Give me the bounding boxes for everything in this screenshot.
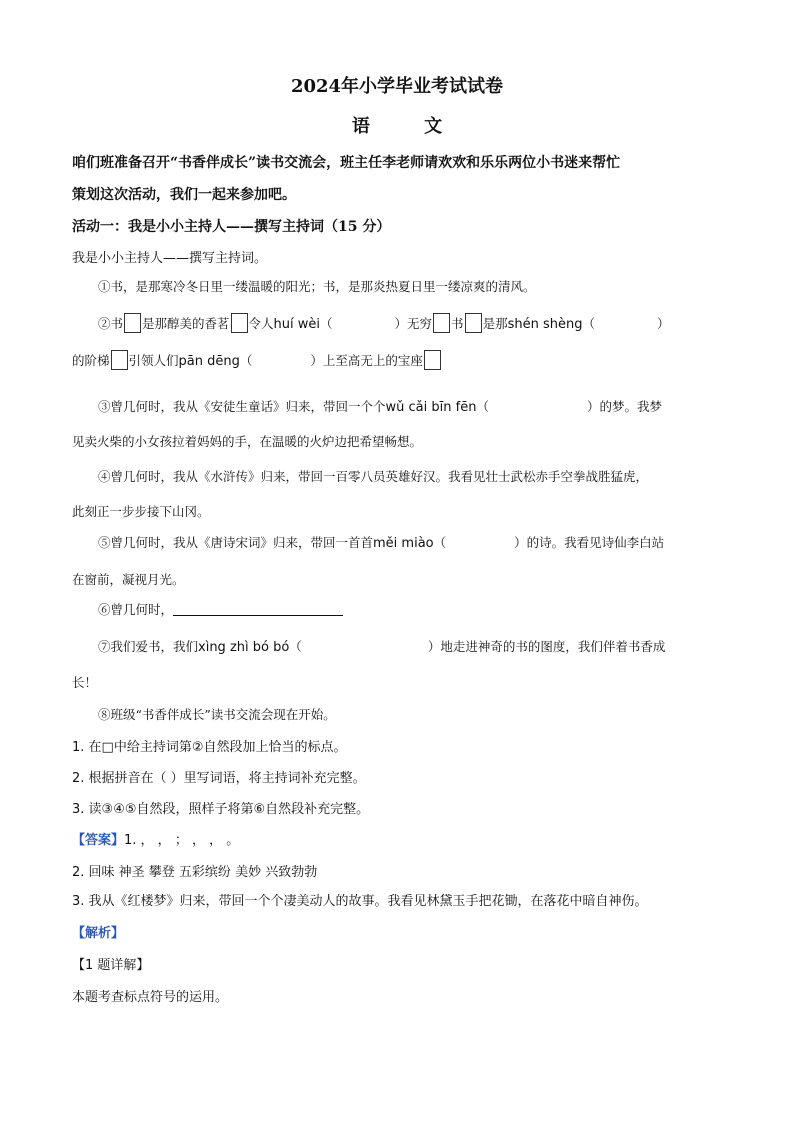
p2-text-b: 是那醇美的香茗 [142,316,230,331]
pinyin-pan-deng: pān dēng [178,354,240,369]
p7-paren-open: （ [289,639,302,654]
answer-3: 3. 我从《红楼梦》归来，带回一个个凄美动人的故事。我看见林黛玉手把花锄，在落花中暗自神伤。 [72,894,648,909]
analysis-label-text: 【解析】 [72,926,125,941]
p2-paren-close-2: ） [656,316,670,331]
pinyin-xing-zhi-bo-bo: xìng zhì bó bó [198,640,290,655]
detail-label: 【1 题详解】 [72,958,150,973]
answer-1: 1. ， ， ； ， ， 。 [124,833,240,848]
exam-title: 2024年小学毕业考试试卷 [290,76,504,97]
punctuation-box-2[interactable] [231,313,248,333]
p5-text-c: ）的诗。我看见诗仙李白站 [514,535,665,550]
answer-2: 2. 回味 神圣 攀登 五彩缤纷 美妙 兴致勃勃 [72,865,318,880]
paragraph-3-line-1 [98,397,662,415]
p7-text-c: ）地走进神奇的书的图度，我们伴着书香成 [427,639,666,654]
answer-line-1 [72,829,239,848]
paragraph-2-line-2 [72,350,442,370]
p5-text-a: ⑤曾几何时，我从《唐诗宋词》归来，带回一首首 [98,535,374,550]
p6-answer-line[interactable] [173,603,343,616]
punctuation-box-1[interactable] [124,313,141,333]
p3-text-a: ③曾几何时，我从《安徒生童话》归来，带回一个个 [98,399,386,414]
activity-instruction: 我是小小主持人——撰写主持词。 [72,251,268,266]
intro-line-1: 咱们班准备召开“书香伴成长”读书交流会，班主任李老师请欢欢和乐乐两位小书迷来帮忙 [72,155,621,171]
p2-paren-open-1: （ [320,316,333,331]
p2-text-j: 的阶梯 [72,353,110,368]
p2-text-k: 引领人们 [128,353,179,368]
answer-label: 【答案】 [72,833,125,848]
punctuation-box-6[interactable] [424,350,441,370]
paragraph-1: ①书，是那寒冷冬日里一缕温暖的阳光；书，是那炎热夏日里一缕凉爽的清风。 [98,279,536,294]
question-2: 2. 根据拼音在（ ）里写词语，将主持词补充完整。 [72,771,366,786]
paragraph-4-line-2: 此刻正一步步接下山冈。 [72,504,210,519]
paragraph-5-line-2: 在窗前，凝视月光。 [72,572,185,587]
paragraph-7-line-1 [98,637,665,655]
pinyin-wu-cai-bin-fen: wǔ cǎi bīn fēn [385,400,477,415]
paragraph-7-line-2: 长！ [72,675,98,690]
p2-text-a: ②书 [98,316,124,331]
p5-paren-open: （ [433,535,447,550]
p3-paren-open: （ [476,399,489,414]
p2-text-g: 是那 [482,316,508,331]
punctuation-box-3[interactable] [433,313,450,333]
activity-heading: 活动一：我是小小主持人——撰写主持词（15 分） [72,219,391,235]
question-1: 1. 在□中给主持词第②自然段加上恰当的标点。 [72,740,347,755]
paragraph-6 [98,600,343,618]
punctuation-box-5[interactable] [111,350,128,370]
p3-text-c: ）的梦。我梦 [586,399,662,414]
p2-text-c: 令人 [248,316,274,331]
paragraph-2-line-1 [98,313,670,333]
p6-text: ⑥曾几何时， [98,602,174,617]
pinyin-mei-miao: měi miào [373,536,434,551]
intro-line-2: 策划这次活动，我们一起来参加吧。 [72,187,296,203]
p2-text-f: 书 [451,316,464,331]
question-3: 3. 读③④⑤自然段，照样子将第⑥自然段补充完整。 [72,802,370,817]
p2-text-m: ）上至高无上的宝座 [310,353,423,368]
punctuation-box-4[interactable] [465,313,482,333]
paragraph-8: ⑧班级“书香伴成长”读书交流会现在开始。 [98,707,336,722]
p2-text-e: ）无穷 [394,316,433,331]
analysis-label [72,922,124,941]
paragraph-4-line-1: ④曾几何时，我从《水浒传》归来，带回一百零八员英雄好汉。我看见壮士武松赤手空拳战胜猛虎， [98,469,649,484]
subject-title: 语 文 [351,116,467,137]
pinyin-hui-wei: huí wèi [273,317,321,332]
p2-paren-open-3: （ [239,353,253,368]
paragraph-3-line-2: 见卖火柴的小女孩拉着妈妈的手，在温暖的火炉边把希望畅想。 [72,434,423,449]
p7-text-a: ⑦我们爱书，我们 [98,639,199,654]
paragraph-5-line-1 [98,533,664,551]
pinyin-shen-sheng: shén shèng [507,317,583,332]
p2-paren-open-2: （ [582,316,595,331]
detail-text: 本题考查标点符号的运用。 [72,990,229,1005]
